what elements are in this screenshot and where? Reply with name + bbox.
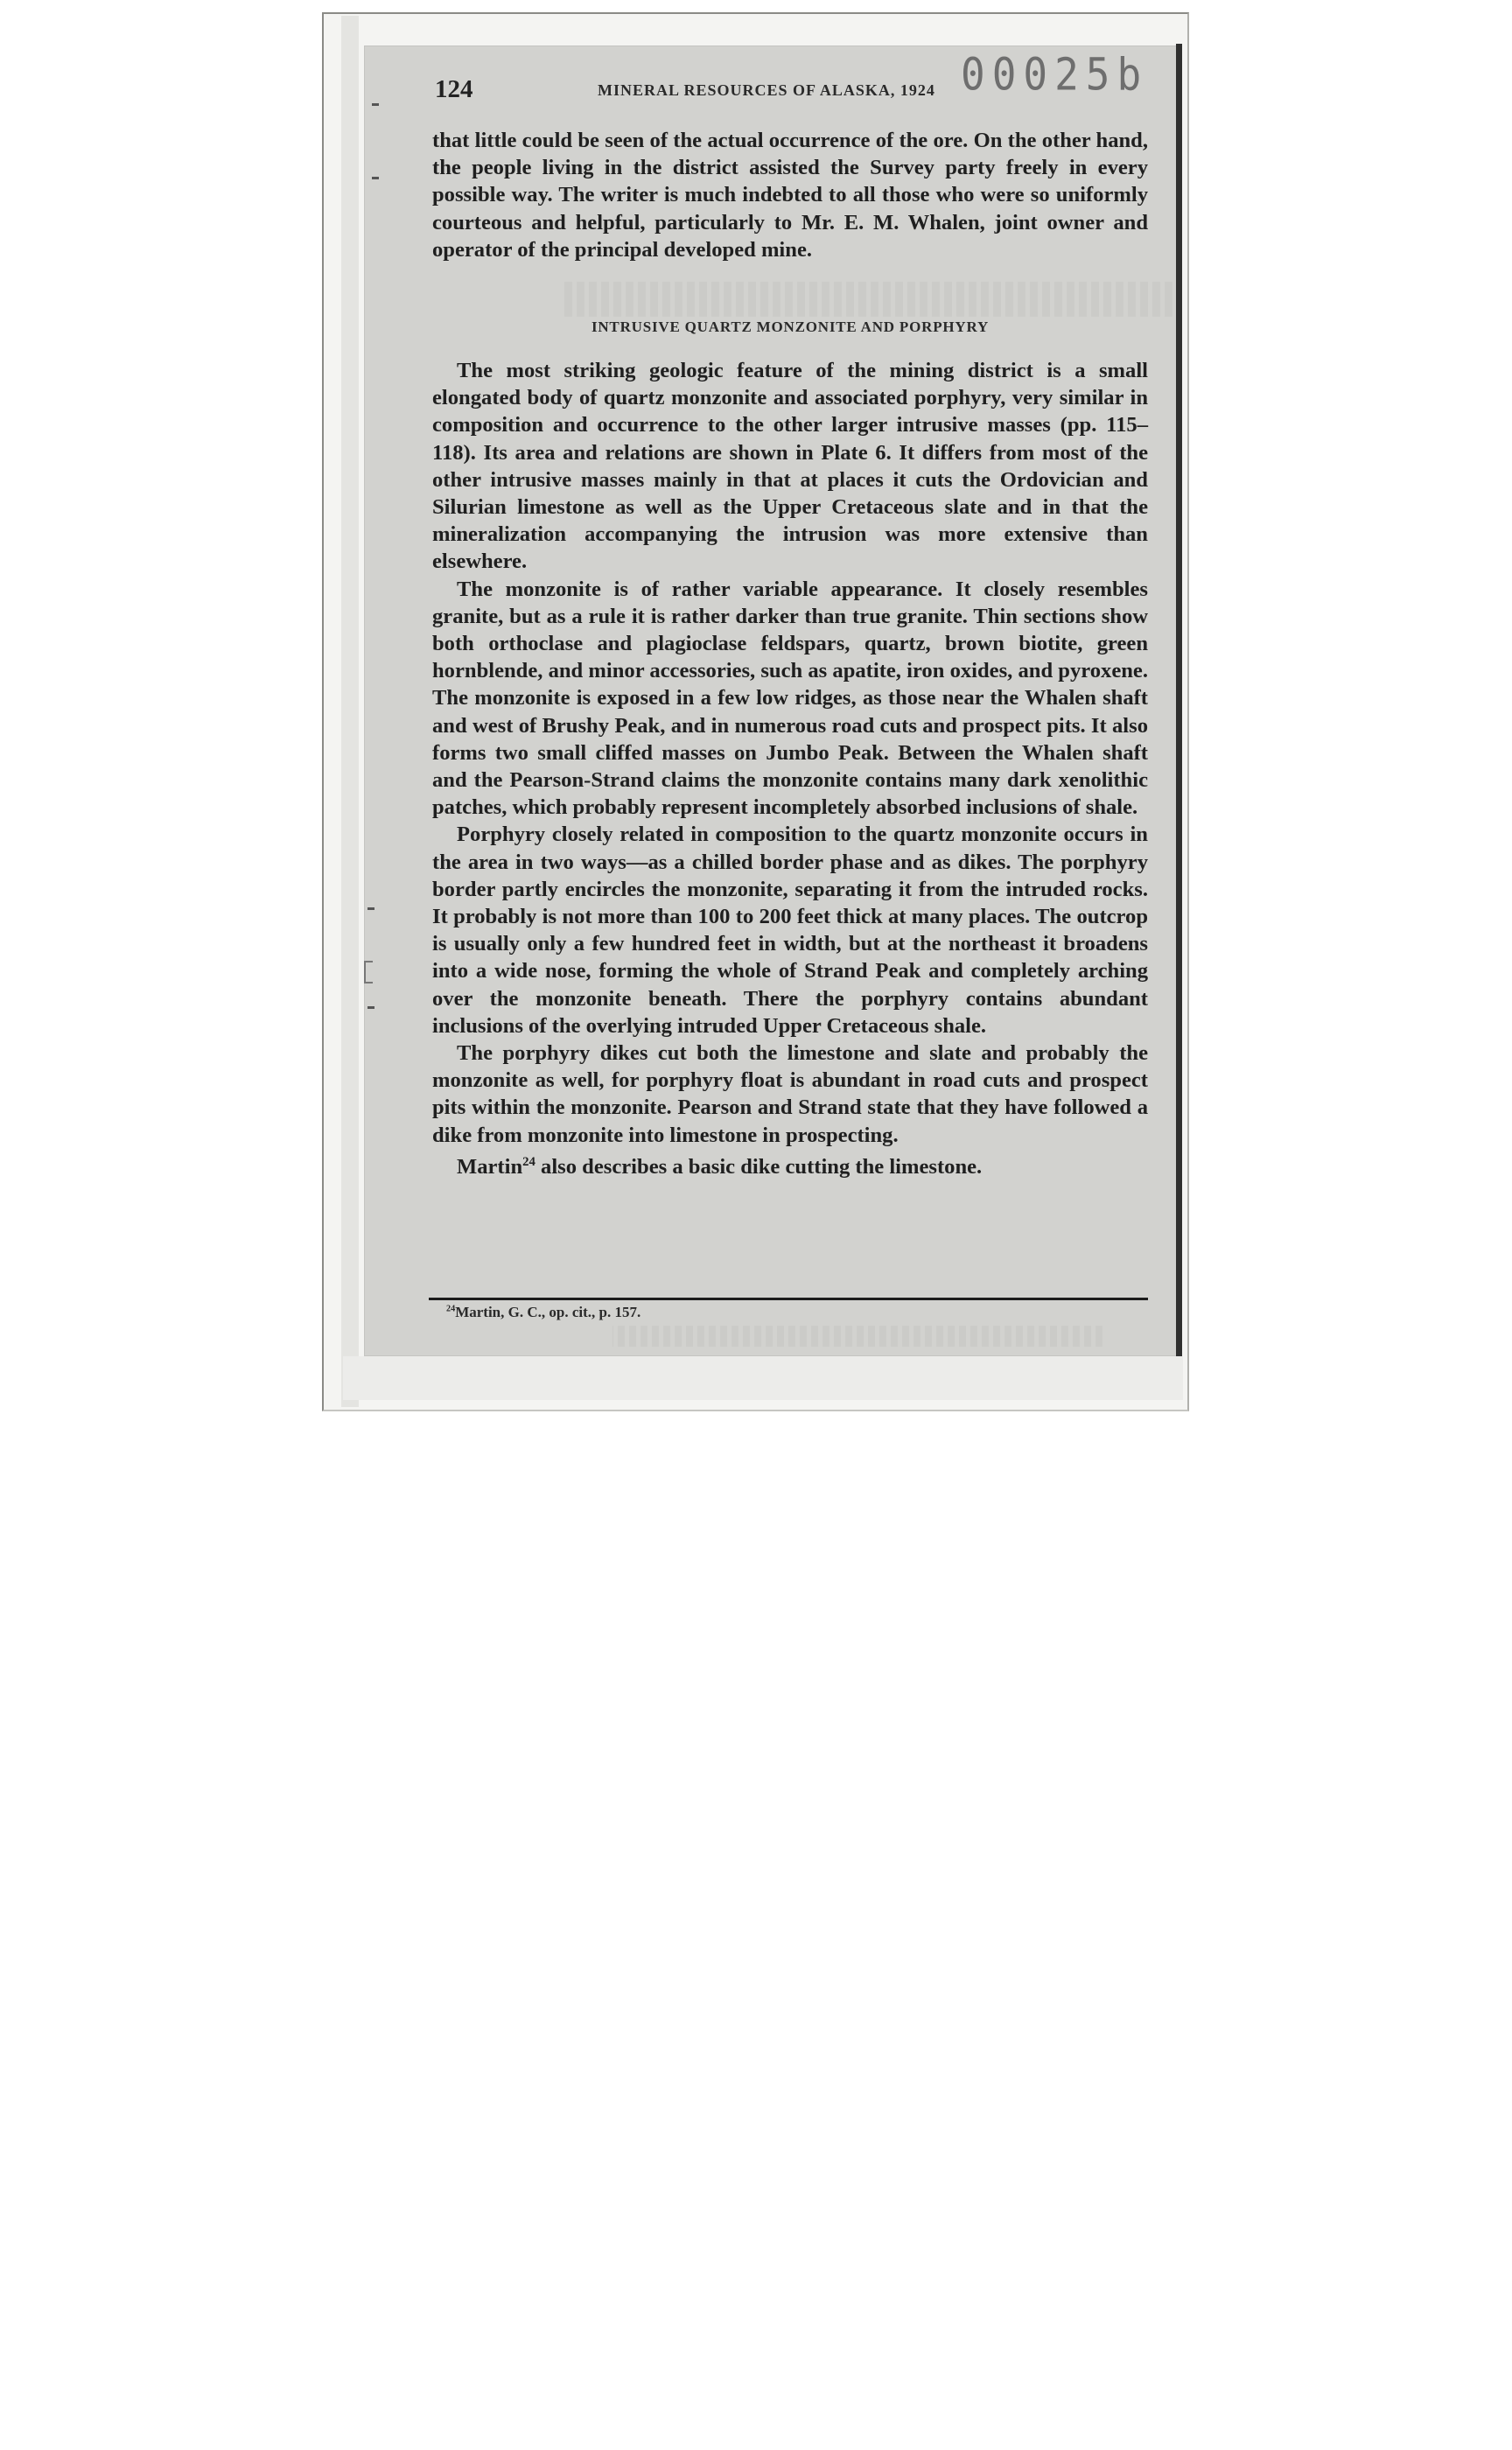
paragraph: Porphyry closely related in composition to the quartz monzonite occurs in the area in two ways—as a chilled border phase and as dikes. The porphyry border partly encircles the monzonite, separating it from the intruded rocks. It probably is not more than 100 to 200 feet thick at many places. The outcrop is usually only a few hundred feet in width, but at the northeast it broadens into a wide nose, forming the whole of Strand Peak and completely arching over the monzonite beneath. There the porphyry contains abundant inclusions of the overlying intruded Upper Cretaceous shale. <box>432 822 1148 1038</box>
running-head: MINERAL RESOURCES OF ALASKA, 1924 <box>598 81 935 99</box>
footnote-number: 24 <box>446 1304 456 1314</box>
intro-paragraph: that little could be seen of the actual occurrence of the ore. On the other hand, the people living in the district assisted the Survey party freely in every possible way. The writer is much indebted to all those who were so uniformly courteous and helpful, particularly to Mr. E. M. Whalen, joint owner and operator of the principal developed mine. <box>432 129 1148 262</box>
bleed-through-texture <box>612 1326 1102 1347</box>
page-edge-shadow <box>1176 44 1182 1358</box>
margin-mark <box>368 1006 374 1009</box>
last-line <box>432 1149 1148 1180</box>
footnote-ref[interactable]: 24 <box>522 1154 536 1169</box>
paragraph: The monzonite is of rather variable appearance. It closely resembles granite, but as a rule it is rather darker than true granite. Thin sections show both orthoclase and plagioclase feldspars, quartz, brown biotite, green hornblende, and minor accessories, such as apatite, iron oxides, and pyroxene. The monzonite is exposed in a few low ridges, as those near the Whalen shaft and west of Brushy Peak, and in numerous road cuts and prospect pits. It also forms two small cliffed masses on Jumbo Peak. Between the Whalen shaft and the Pearson-Strand claims the monzonite contains many dark xenolithic patches, which probably represent incompletely absorbed inclusions of shale. <box>432 577 1148 820</box>
paragraph: The porphyry dikes cut both the limestone and slate and probably the monzonite as well, for porphyry float is abundant in road cuts and prospect pits within the monzonite. Pearson and Strand state that they have followed a dike from monzonite into limestone in prospecting. <box>432 1041 1148 1147</box>
bottom-mount-strip <box>343 1356 1183 1400</box>
author-name: Martin <box>457 1155 523 1180</box>
bleed-through-texture <box>560 282 1172 317</box>
last-line-text: also describes a basic dike cutting the limestone. <box>535 1155 983 1180</box>
section-heading: INTRUSIVE QUARTZ MONZONITE AND PORPHYRY <box>591 318 990 335</box>
margin-mark <box>372 177 379 179</box>
footnote-text: Martin, G. C., op. cit., p. 157. <box>455 1304 641 1320</box>
page-number: 124 <box>435 75 473 103</box>
intro-text <box>432 127 1148 263</box>
footnote <box>446 1304 640 1321</box>
footnote-rule <box>429 1298 1148 1300</box>
paragraph: The most striking geologic feature of the mining district is a small elongated body of quartz monzonite and associated porphyry, very similar in composition and occurrence to the other larger intrusive masses (pp. 115–118). Its area and relations are shown in Plate 6. It differs from most of the other intrusive masses mainly in that at places it cuts the Ordovician and Silurian limestone as well as the Upper Cretaceous slate and in that the mineralization accompanying the intrusion was more extensive than elsewhere. <box>432 359 1148 574</box>
mount-shadow <box>341 16 359 1407</box>
margin-mark <box>372 103 379 106</box>
margin-mark <box>368 907 374 910</box>
margin-bracket <box>364 961 373 984</box>
archive-stamp: 00025b <box>961 48 1149 101</box>
section-body <box>432 357 1148 1180</box>
